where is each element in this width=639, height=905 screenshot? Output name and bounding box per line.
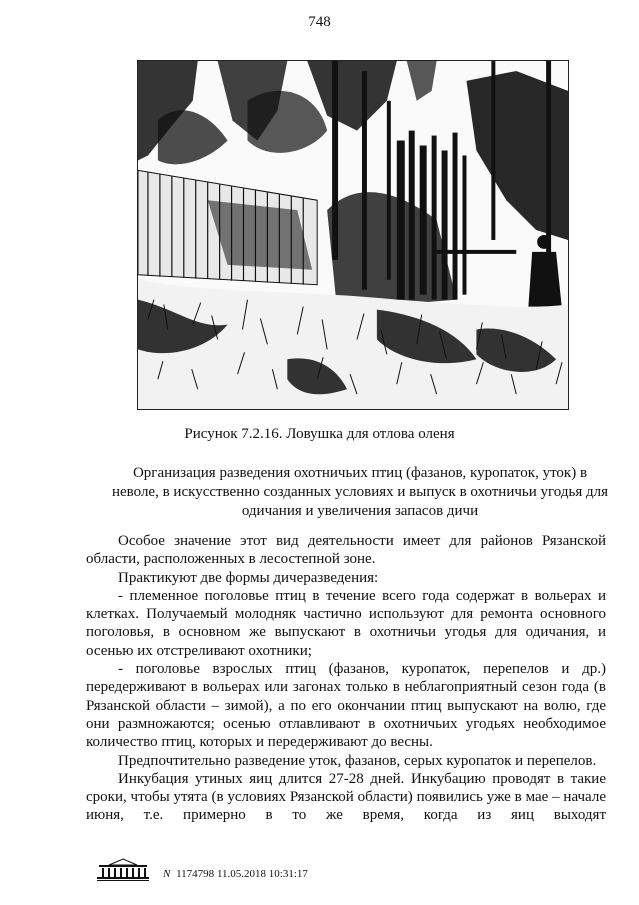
paragraph: - племенное поголовье птиц в течение всего года содержат в вольерах и клетках. Получаемый молодняк частично используют для ремонта основного поголовья, в основном же выпускают в охотничьи угодья для одичания, и осенью их отстреливают охотники; [86,587,606,659]
paragraph: Инкубация утиных яиц длится 27-28 дней. Инкубацию проводят в такие сроки, чтобы утята (в условиях Рязанской области) появились уже в мае – начале июня, т.е. примерно в то же время, когда из яиц выходят [86,770,606,824]
document-number: 1174798 [176,868,215,880]
deer-trap-photo [137,60,569,410]
paragraph: - поголовье взрослых птиц (фазанов, куропаток, перепелов и др.) передерживают в вольерах или загонах только в неблагоприятный сезон года (в Рязанской области – зимой), а по его окончании птиц выпускают на волю, где они размножаются; осенью отлавливают в охотничьих угодьях необходимое количество птиц, которых и передерживают до весны. [86,661,606,751]
body-text [86,532,606,825]
document-number-mark: N [163,868,171,880]
document-footer [96,858,308,882]
page-number: 748 [308,14,331,30]
figure-caption: Рисунок 7.2.16. Ловушка для отлова оленя [184,426,455,442]
paragraph: Особое значение этот вид деятельности имеет для районов Рязанской области, расположенных в лесостепной зоне. [86,533,606,568]
building-logo-icon [96,858,150,882]
deer-trap-photo-graphic [138,61,568,409]
section-heading: Организация разведения охотничьих птиц (фазанов, куропаток, уток) в неволе, в искусственно созданных условиях и выпуск в охотничьи угодья для одичания и увеличения запасов дичи [111,465,609,519]
paragraph: Предпочтительно разведение уток, фазанов, серых куропаток и перепелов. [118,752,597,769]
document-stamp [160,868,308,882]
document-datetime: 11.05.2018 10:31:17 [216,868,308,880]
paragraph: Практикуют две формы дичеразведения: [118,569,379,586]
